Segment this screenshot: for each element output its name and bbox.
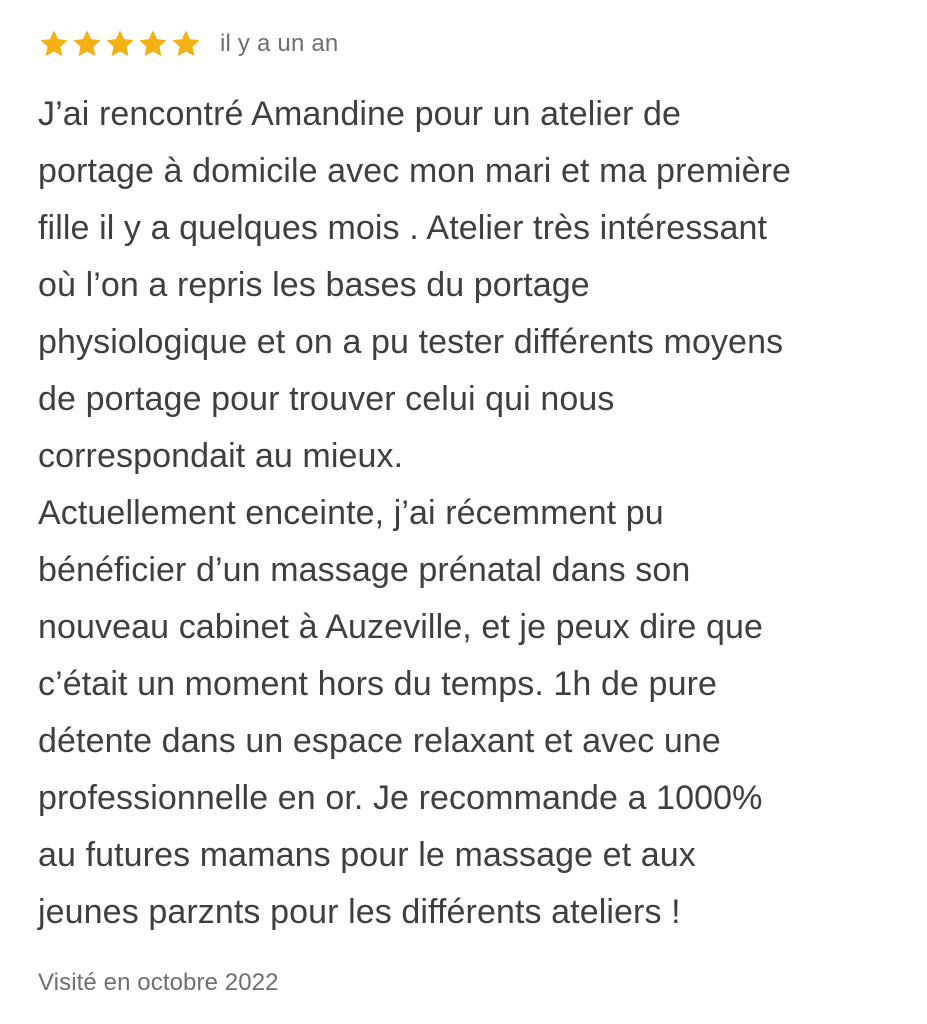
review-text-line: fille il y a quelques mois . Atelier très intéressant — [38, 209, 768, 247]
star-icon — [104, 28, 136, 60]
review-text-line: professionnelle en or. Je recommande a 1000% — [38, 779, 763, 817]
review-text-line: correspondait au mieux. — [38, 437, 404, 475]
review-date: il y a un an — [220, 30, 339, 57]
review-text-line: nouveau cabinet à Auzeville, et je peux dire que — [38, 608, 763, 646]
review-text-line: détente dans un espace relaxant et avec une — [38, 722, 721, 760]
review-text-line: jeunes parznts pour les différents ateliers ! — [38, 893, 681, 931]
review-text-line: au futures mamans pour le massage et aux — [38, 836, 696, 874]
star-rating — [38, 28, 202, 60]
review-text-line: où l’on a repris les bases du portage — [38, 266, 590, 304]
star-icon — [137, 28, 169, 60]
review-header — [38, 26, 898, 62]
star-icon — [38, 28, 70, 60]
visit-date: Visité en octobre 2022 — [38, 969, 279, 996]
review-text-line: physiologique et on a pu tester différents moyens — [38, 323, 784, 361]
review-text-line: bénéficier d’un massage prénatal dans son — [38, 551, 691, 589]
review-text-line: J’ai rencontré Amandine pour un atelier de — [38, 95, 682, 133]
star-icon — [71, 28, 103, 60]
review-text-line: de portage pour trouver celui qui nous — [38, 380, 615, 418]
review-text — [38, 86, 898, 941]
review-text-line: portage à domicile avec mon mari et ma première — [38, 152, 792, 190]
review-card — [38, 26, 898, 997]
review-text-line: Actuellement enceinte, j’ai récemment pu — [38, 494, 664, 532]
review-text-line: c’était un moment hors du temps. 1h de pure — [38, 665, 718, 703]
star-icon — [170, 28, 202, 60]
